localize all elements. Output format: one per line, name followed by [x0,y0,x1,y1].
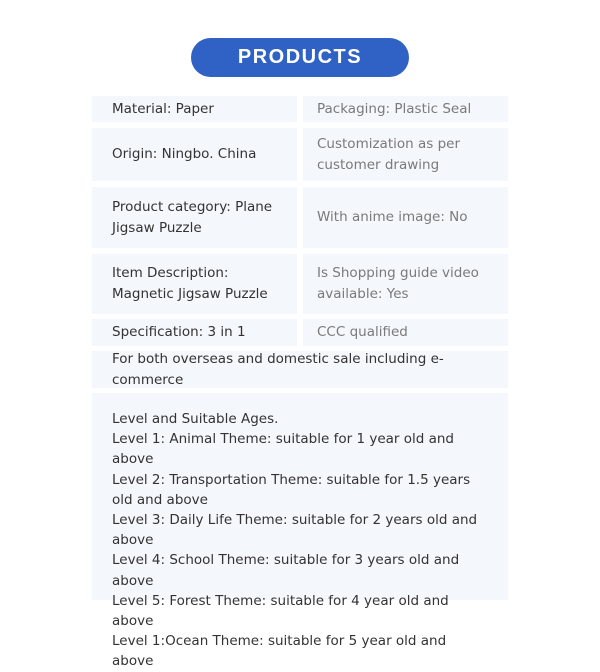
spec-cell-description [92,254,297,314]
spec-cell-packaging [303,96,508,122]
sale-note-cell [92,351,508,388]
levels-heading: Level and Suitable Ages. [112,411,279,427]
spec-text: Material: Paper [112,100,214,117]
spec-cell-category [92,187,297,248]
spec-text: Specification: 3 in 1 [112,324,246,340]
spec-cell-origin [92,128,297,181]
spec-text: Origin: Ningbo. China [112,146,257,162]
spec-cell-ccc [303,319,508,346]
level-item: Level 3: Daily Life Theme: suitable for 2 years old and above [112,512,478,549]
spec-text: Customization as per customer drawing [317,135,461,173]
levels-cell [92,393,508,670]
spec-text: CCC qualified [317,324,408,340]
banner-title: PRODUCTS [237,46,363,68]
spec-text: Is Shopping guide video available: Yes [317,265,479,302]
spec-text: Packaging: Plastic Seal [317,100,472,117]
spec-text: With anime image: No [317,209,468,225]
level-item: Level 4: School Theme: suitable for 3 years old and above [112,552,460,589]
spec-cell-video [303,254,508,314]
levels-list [112,409,490,672]
spec-cell-customization [303,128,508,181]
level-item: Level 2: Transportation Theme: suitable for 1.5 years old and above [112,471,471,508]
level-item: Level 1:Ocean Theme: suitable for 5 year old and above [112,633,447,670]
spec-text: Item Description: Magnetic Jigsaw Puzzle [112,265,268,302]
level-item: Level 5: Forest Theme: suitable for 4 year old and above [112,592,449,630]
spec-text: Product category: Plane Jigsaw Puzzle [112,198,273,236]
products-banner [191,38,409,77]
spec-cell-specification [92,319,297,346]
level-item: Level 1: Animal Theme: suitable for 1 year old and above [112,431,455,468]
sale-note-text: For both overseas and domestic sale including e-commerce [112,350,444,388]
spec-cell-anime [303,187,508,248]
spec-cell-material [92,96,297,122]
